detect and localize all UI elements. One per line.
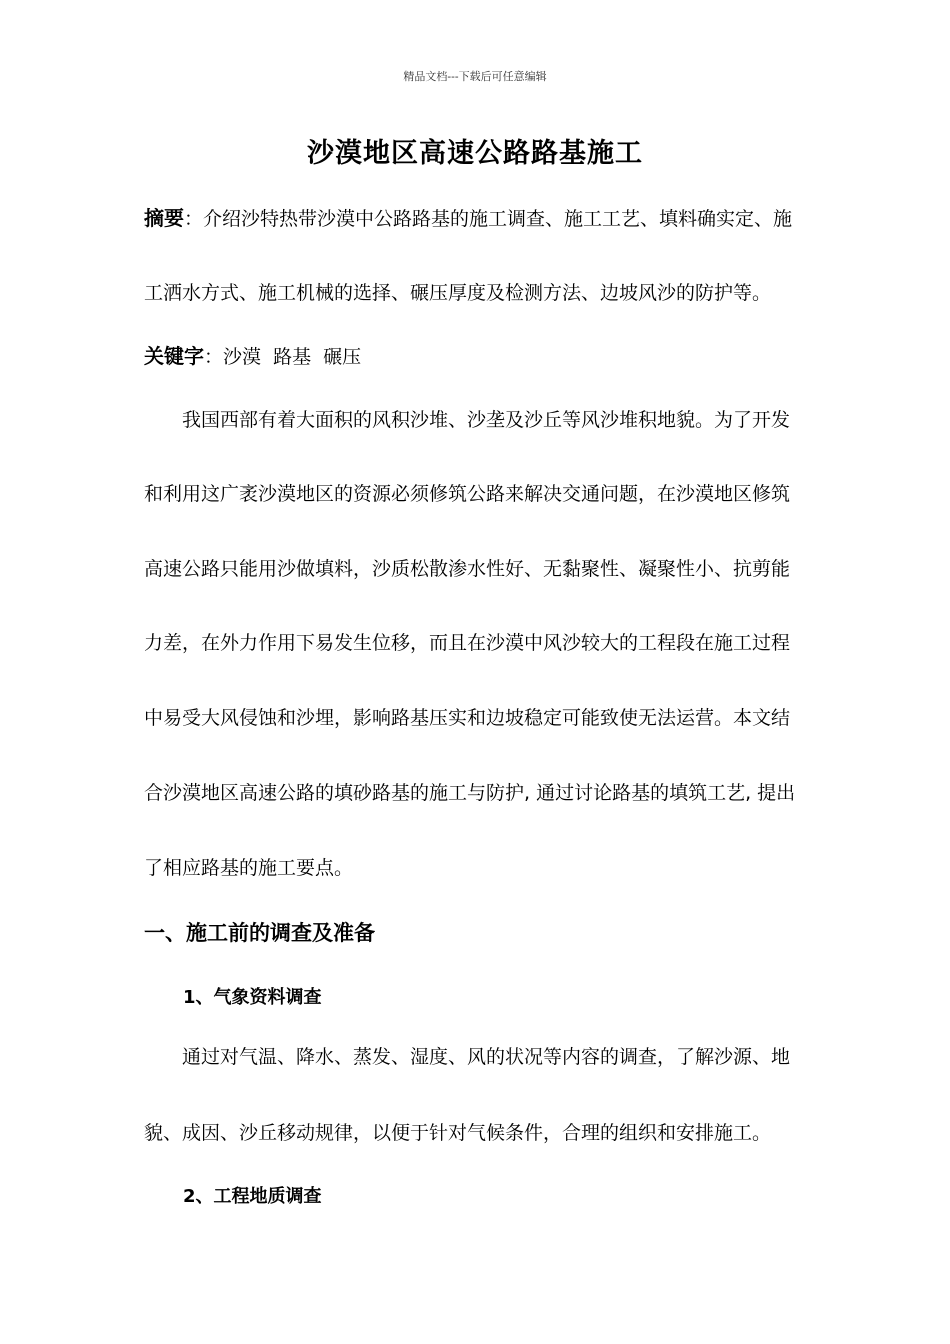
intro-line: 和利用这广袤沙漠地区的资源必须修筑公路来解决交通问题，在沙漠地区修筑 — [144, 483, 791, 505]
keywords-text: 沙漠 路基 碾压 — [223, 346, 362, 368]
intro-line: 中易受大风侵蚀和沙埋，影响路基压实和边坡稳定可能致使无法运营。本文结 — [144, 707, 791, 729]
paragraph-line: 通过对气温、降水、蒸发、湿度、风的状况等内容的调查，了解沙源、地 — [182, 1046, 791, 1068]
abstract-line-2: 工洒水方式、施工机械的选择、碾压厚度及检测方法、边坡风沙的防护等。 — [144, 282, 772, 304]
intro-line: 了相应路基的施工要点。 — [144, 857, 354, 879]
subsection-heading: 2、工程地质调查 — [183, 1186, 322, 1207]
intro-line: 合沙漠地区高速公路的填砂路基的施工与防护, 通过讨论路基的填筑工艺, 提出 — [144, 782, 796, 804]
subsection-heading: 1、气象资料调查 — [183, 987, 322, 1008]
abstract-line-1 — [144, 203, 814, 234]
intro-line: 力差，在外力作用下易发生位移，而且在沙漠中风沙较大的工程段在施工过程 — [144, 632, 791, 654]
keywords-line — [144, 341, 814, 372]
abstract-label: 摘要 — [144, 206, 184, 230]
section-heading: 一、施工前的调查及准备 — [144, 921, 375, 945]
header-note: 精品文档---下载后可任意编辑 — [403, 70, 547, 83]
paragraph-line: 貌、成因、沙丘移动规律，以便于针对气候条件，合理的组织和安排施工。 — [144, 1122, 772, 1144]
abstract-text-1: 介绍沙特热带沙漠中公路路基的施工调查、施工工艺、填料确实定、施 — [203, 208, 793, 230]
abstract-separator: ： — [184, 208, 204, 230]
intro-line: 我国西部有着大面积的风积沙堆、沙垄及沙丘等风沙堆积地貌。为了开发 — [182, 409, 791, 431]
intro-line: 高速公路只能用沙做填料，沙质松散渗水性好、无黏聚性、凝聚性小、抗剪能 — [144, 558, 791, 580]
keywords-label: 关键字 — [144, 344, 204, 368]
keywords-separator: ： — [204, 346, 224, 368]
document-title: 沙漠地区高速公路路基施工 — [307, 138, 643, 169]
